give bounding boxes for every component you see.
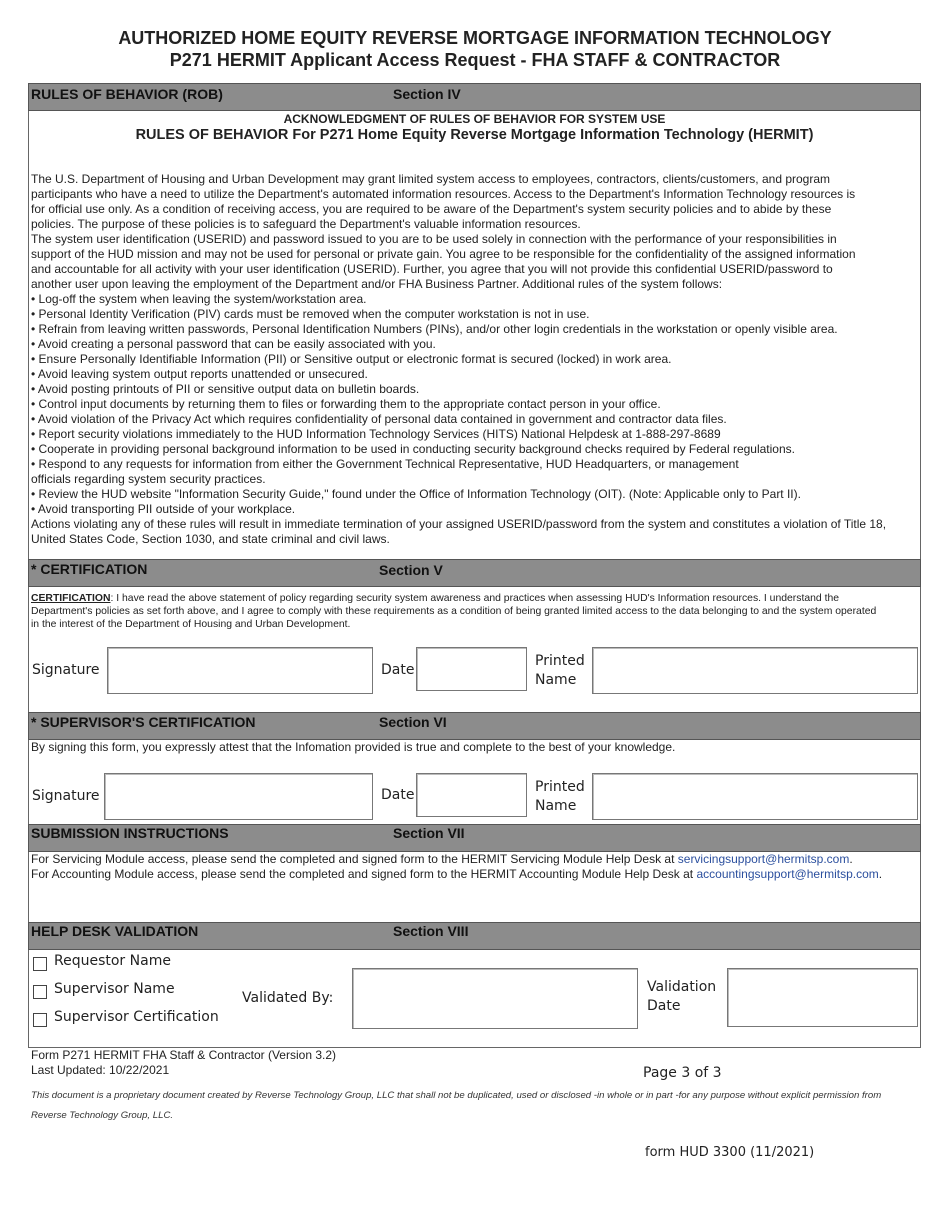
supervisor-certification-label: Supervisor Certification [54, 1009, 219, 1025]
section8-header [28, 922, 921, 950]
applicant-date-field[interactable] [416, 647, 527, 691]
validation-label: Validation [647, 979, 717, 995]
section8-number: Section VIII [393, 923, 469, 939]
section7-number: Section VII [393, 825, 465, 841]
supervisor-name-label: Name [535, 798, 577, 814]
rules-line: • Avoid creating a personal password that can be easily associated with you. [31, 337, 436, 351]
disclaimer-line: This document is a proprietary document created by Reverse Technology Group, LLC that shall not be duplicated, used or disclosed -in whole or in part -for any purpose without explicit permission from [31, 1090, 882, 1101]
signature-label: Signature [32, 662, 100, 678]
rules-line: United States Code, Section 1030, and state criminal and civil laws. [31, 532, 390, 546]
rules-line: • Avoid posting printouts of PII or sensitive output data on bulletin boards. [31, 382, 420, 396]
rules-line: The U.S. Department of Housing and Urban Development may grant limited system access to employees, contractors, clients/customers, and program [31, 172, 831, 186]
disclaimer-line: Reverse Technology Group, LLC. [31, 1110, 174, 1121]
section6-header [28, 712, 921, 740]
form-hud-number: form HUD 3300 (11/2021) [645, 1145, 815, 1160]
rules-line: and accountable for all activity with your user identification (USERID). Further, you agree that you will not provide this confidential USERID/password to [31, 262, 833, 276]
section8-title: HELP DESK VALIDATION [31, 923, 199, 939]
supervisor-signature-field[interactable] [104, 773, 373, 820]
requestor-name-label: Requestor Name [54, 953, 171, 969]
rules-line: • Ensure Personally Identifiable Information (PII) or Sensitive output or electronic format is secured (locked) in work area. [31, 352, 672, 366]
supervisor-printed-name-field[interactable] [592, 773, 918, 820]
section5-title: * CERTIFICATION [31, 561, 148, 577]
form-title-line2: P271 HERMIT Applicant Access Request - FHA STAFF & CONTRACTOR [169, 50, 781, 70]
period: . [878, 867, 883, 881]
certification-text [31, 592, 916, 631]
validated-by-label: Validated By: [242, 990, 334, 1006]
applicant-printed-name-field[interactable] [592, 647, 918, 694]
period: . [849, 852, 853, 866]
accounting-instruction: For Accounting Module access, please send the completed and signed form to the HERMIT Accounting Module Help Desk at [31, 867, 697, 881]
rules-line: • Avoid violation of the Privacy Act which requires confidentiality of personal data contained in government and contractor data files. [31, 412, 727, 426]
applicant-signature-field[interactable] [107, 647, 373, 694]
date-label: Date [381, 662, 415, 678]
name-label: Name [535, 672, 577, 688]
ack-heading: ACKNOWLEDGMENT OF RULES OF BEHAVIOR FOR SYSTEM USE [283, 112, 666, 126]
rules-text [31, 172, 916, 547]
rules-line: The system user identification (USERID) and password issued to you are to be used solely in connection with the performance of your responsibilities in [31, 232, 837, 246]
section4-title: RULES OF BEHAVIOR (ROB) [31, 86, 223, 102]
rules-line: • Refrain from leaving written passwords, Personal Identification Numbers (PINs), and/or other login credentials in the workstation or openly visible area. [31, 322, 838, 336]
supervisor-date-field[interactable] [416, 773, 527, 817]
certification-line: Department's policies as set forth above, and I agree to comply with these requirements as a condition of being granted limited access to the data belonging to and the system operated [31, 606, 877, 617]
attest-text: By signing this form, you expressly attest that the Infomation provided is true and complete to the best of your knowledge. [31, 740, 676, 754]
section5-header [28, 559, 921, 587]
rules-line: • Personal Identity Verification (PIV) cards must be removed when the computer workstation is not in use. [31, 307, 590, 321]
validation-date-label: Date [647, 998, 681, 1014]
servicing-email-link[interactable]: servicingsupport@hermitsp.com [677, 852, 850, 866]
rules-line: • Respond to any requests for information from either the Government Technical Representative, HUD Headquarters, or management [31, 457, 739, 471]
rules-line: for official use only. As a condition of receiving access, you are required to be aware of the Department's system security policies and to abide by these [31, 202, 832, 216]
rules-line: another user upon leaving the employment of the Department and/or FHA Business Partner. Additional rules of the system follows: [31, 277, 723, 291]
rules-line: officials regarding system security practices. [31, 472, 266, 486]
servicing-instruction: For Servicing Module access, please send the completed and signed form to the HERMIT Servicing Module Help Desk at [31, 852, 678, 866]
section4-number: Section IV [393, 86, 461, 102]
section6-title: * SUPERVISOR'S CERTIFICATION [31, 714, 256, 730]
rules-line: • Review the HUD website "Information Security Guide," found under the Office of Information Technology (OIT). (Note: Applicable only to Part II). [31, 487, 801, 501]
rules-line: support of the HUD mission and may not be used for personal or private gain. You agree to be responsible for the confidentiality of the assigned information [31, 247, 856, 261]
section4-header [28, 83, 921, 111]
supervisor-certification-checkbox[interactable] [33, 1013, 47, 1027]
page-number: Page 3 of 3 [643, 1065, 722, 1081]
printed-label: Printed [535, 653, 585, 669]
supervisor-name-checkbox[interactable] [33, 985, 47, 999]
accounting-email-link[interactable]: accountingsupport@hermitsp.com [696, 867, 879, 881]
section7-title: SUBMISSION INSTRUCTIONS [31, 825, 229, 841]
rules-line: policies. The purpose of these policies is to safeguard the Department's valuable information resources. [31, 217, 581, 231]
supervisor-date-label: Date [381, 787, 415, 803]
rules-line: Actions violating any of these rules will result in immediate termination of your assigned USERID/password from the system and constitutes a violation of Title 18, [31, 517, 887, 531]
section5-number: Section V [379, 562, 443, 578]
form-title-line1: AUTHORIZED HOME EQUITY REVERSE MORTGAGE INFORMATION TECHNOLOGY [118, 28, 832, 48]
certification-line: : I have read the above statement of policy regarding security system awareness and practices when assessing HUD's Information resources. I understand the [110, 593, 840, 604]
rules-line: • Report security violations immediately to the HUD Information Technology Services (HITS) National Helpdesk at 1-888-297-8689 [31, 427, 721, 441]
section6-number: Section VI [379, 714, 447, 730]
disclaimer [31, 1086, 921, 1126]
validation-date-field[interactable] [727, 968, 918, 1027]
supervisor-printed-label: Printed [535, 779, 585, 795]
form-version: Form P271 HERMIT FHA Staff & Contractor (Version 3.2) [31, 1048, 336, 1062]
requestor-name-checkbox[interactable] [33, 957, 47, 971]
validated-by-field[interactable] [352, 968, 638, 1029]
rules-line: • Avoid leaving system output reports unattended or unsecured. [31, 367, 368, 381]
last-updated: Last Updated: 10/22/2021 [31, 1063, 170, 1077]
certification-line: in the interest of the Department of Housing and Urban Development. [31, 619, 351, 630]
rules-line: • Cooperate in providing personal background information to be used in conducting security background checks required by Federal regulations. [31, 442, 795, 456]
rules-line: • Avoid transporting PII outside of your workplace. [31, 502, 296, 516]
rules-line: • Control input documents by returning them to files or forwarding them to the appropriate contact person in your office. [31, 397, 661, 411]
rules-line: • Log-off the system when leaving the system/workstation area. [31, 292, 367, 306]
section7-header [28, 824, 921, 852]
rob-subtitle: RULES OF BEHAVIOR For P271 Home Equity Reverse Mortgage Information Technology (HERMIT) [135, 127, 814, 143]
supervisor-name-label: Supervisor Name [54, 981, 175, 997]
submission-text [31, 852, 916, 882]
certification-label: CERTIFICATION [31, 593, 111, 604]
supervisor-signature-label: Signature [32, 788, 100, 804]
rules-line: participants who have a need to utilize the Department's automated information resources. Access to the Department's Information Technology resources is [31, 187, 856, 201]
